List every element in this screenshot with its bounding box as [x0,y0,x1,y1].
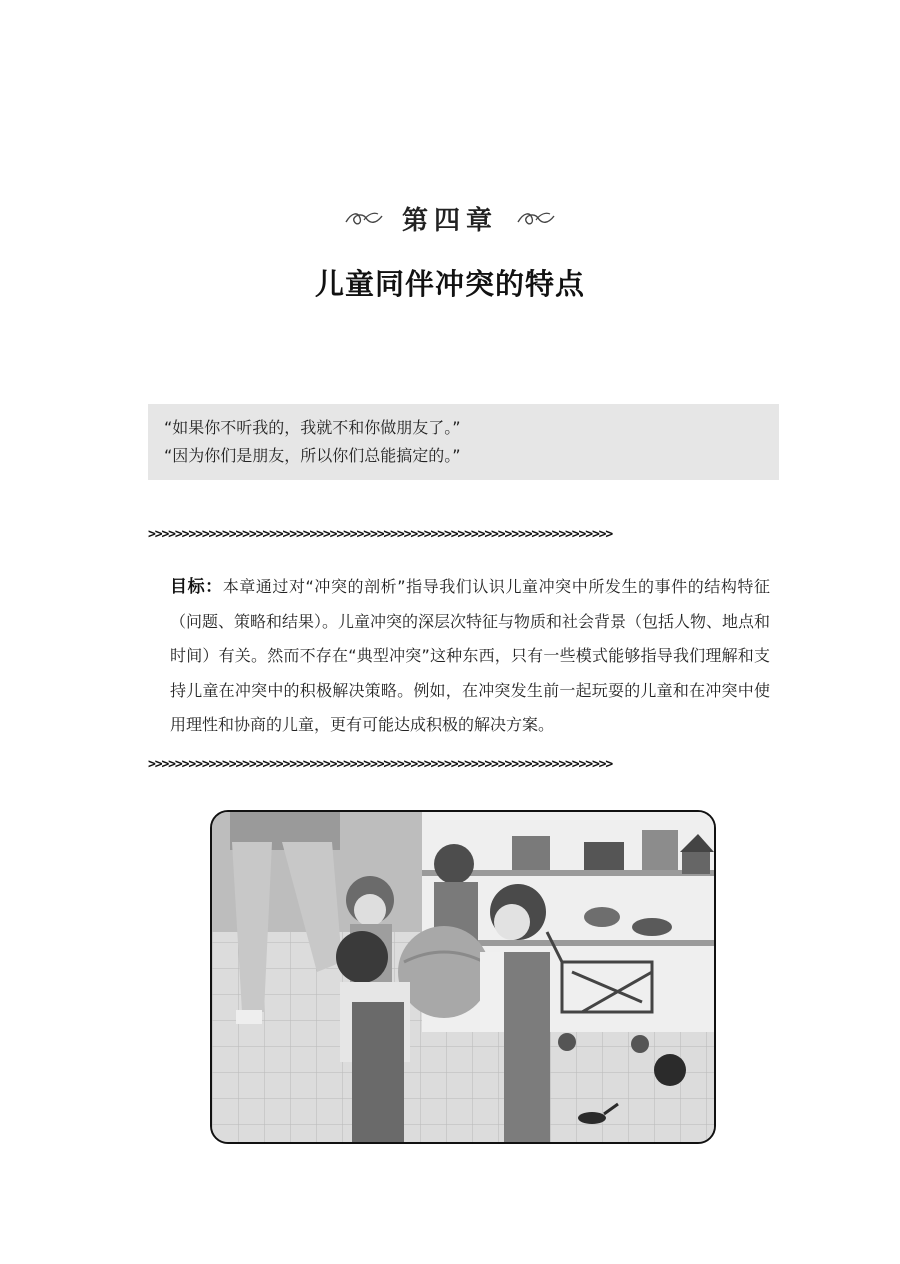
chapter-title: 儿童同伴冲突的特点 [314,267,585,301]
objective-label: 目标： [170,577,223,597]
chapter-photo [210,810,716,1144]
epigraph-quote-2: “因为你们是朋友，所以你们总能搞定的。” [164,446,461,465]
chapter-number: 第四章 [401,205,498,236]
objective-text: 本章通过对“冲突的剖析”指导我们认识儿童冲突中所发生的事件的结构特征（问题、策略和结果）。儿童冲突的深层次特征与物质和社会背景（包括人物、地点和时间）有关。然而不存在“典型冲突”这种东西，只有一些模式能够指导我们理解和支持儿童在冲突中的积极解决策略。例如，在冲突发生前一起玩耍的儿童和在冲突中使用理性和协商的儿童，更有可能达成积极的解决方案。 [170,577,771,734]
divider-bottom: >>>>>>>>>>>>>>>>>>>>>>>>>>>>>>>>>>>>>>>>>>>>>>>>>>>>>>>>>>>>>>>>>>>>> [148,757,613,772]
flourish-right-icon [516,208,556,228]
objective-paragraph [170,570,770,743]
epigraph-quote-1: “如果你不听我的，我就不和你做朋友了。” [164,418,461,437]
divider-top: >>>>>>>>>>>>>>>>>>>>>>>>>>>>>>>>>>>>>>>>>>>>>>>>>>>>>>>>>>>>>>>>>>>>> [148,527,613,542]
epigraph-box [148,404,779,480]
flourish-left-icon [344,208,384,228]
photo-children-with-ball-icon [212,812,714,1142]
chapter-heading [0,198,900,238]
